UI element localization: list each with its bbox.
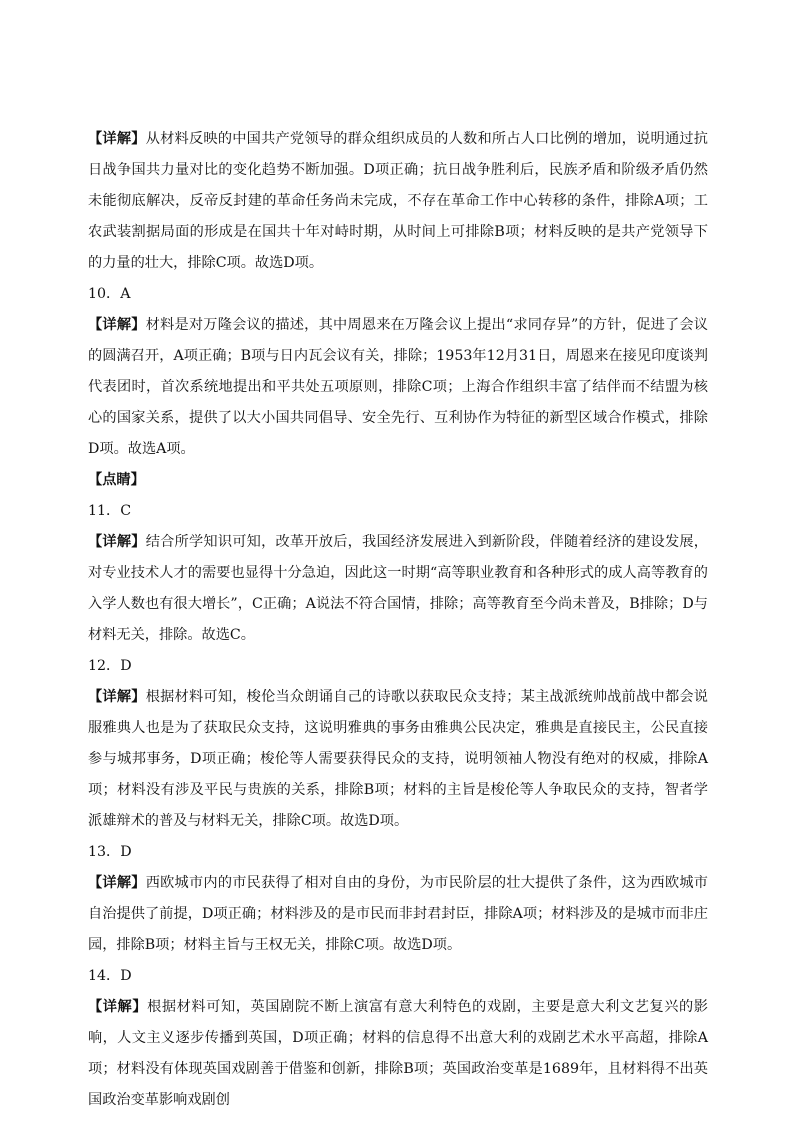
detail-tag: 【详解】 [88,689,146,705]
question-number-14: 14．D [88,968,132,984]
detail-tag: 【详解】 [88,131,146,147]
explanation-text: 西欧城市内的市民获得了相对自由的身份，为市民阶层的壮大提供了条件，这为西欧城市自治提供了前提，D项正确；材料涉及的是市民而非封君封臣，排除A项；材料涉及的是城市而非庄园，排除B项；材料主旨与王权无关，排除C项。故选D项。 [88,875,708,953]
detail-tag: 【详解】 [88,999,148,1015]
detail-tag: 【详解】 [88,534,146,550]
explanation-text: 根据材料可知，英国剧院不断上演富有意大利特色的戏剧，主要是意大利文艺复兴的影响，人文主义逐步传播到英国，D项正确；材料的信息得不出意大利的戏剧艺术水平高超，排除A项；材料没有体现英国戏剧善于借鉴和创新，排除B项；英国政治变革是1689年，且材料得不出英国政治变革影响戏剧创 [88,999,708,1108]
explanation-text: 从材料反映的中国共产党领导的群众组织成员的人数和所占人口比例的增加，说明通过抗日战争国共力量对比的变化趋势不断加强。D项正确；抗日战争胜利后，民族矛盾和阶级矛盾仍然未能彻底解决，反帝反封建的革命任务尚未完成，不存在革命工作中心转移的条件，排除A项；工农武装割据局面的形成是在国共十年对峙时期，从时间上可排除B项；材料反映的是共产党领导下的力量的壮大，排除C项。故选D项。 [88,131,708,271]
explanation-paragraph-13 [88,868,708,961]
question-number-12: 12．D [88,658,132,674]
explanation-paragraph-14 [88,992,708,1116]
answer-explanation-page [88,124,708,1116]
question-number-10: 10．A [88,286,131,302]
question-number-13: 13．D [88,844,132,860]
explanation-text: 材料是对万隆会议的描述，其中周恩来在万隆会议上提出“求同存异”的方针，促进了会议的圆满召开，A项正确；B项与日内瓦会议有关，排除；1953年12月31日，周恩来在接见印度谈判代表团时，首次系统地提出和平共处五项原则，排除C项；上海合作组织丰富了结伴而不结盟为核心的国家关系，提供了以大小国共同倡导、安全先行、互利协作为特征的新型区域合作模式，排除D项。故选A项。 [88,317,708,457]
question-number-11: 11．C [88,503,132,519]
explanation-paragraph-10 [88,310,708,465]
comment-paragraph-10 [88,465,708,496]
detail-tag: 【详解】 [88,317,146,333]
detail-tag: 【详解】 [88,875,146,891]
explanation-text: 结合所学知识可知，改革开放后，我国经济发展进入到新阶段，伴随着经济的建设发展，对专业技术人才的需要也显得十分急迫，因此这一时期“高等职业教育和各种形式的成人高等教育的入学人数也有很大增长”，C正确；A说法不符合国情，排除；高等教育至今尚未普及，B排除；D与材料无关，排除。故选C。 [88,534,708,643]
comment-tag: 【点睛】 [88,472,145,488]
explanation-paragraph-12 [88,682,708,837]
explanation-text: 根据材料可知，梭伦当众朗诵自己的诗歌以获取民众支持；某主战派统帅战前战中都会说服雅典人也是为了获取民众支持，这说明雅典的事务由雅典公民决定，雅典是直接民主，公民直接参与城邦事务，D项正确；梭伦等人需要获得民众的支持，说明领袖人物没有绝对的权威，排除A项；材料没有涉及平民与贵族的关系，排除B项；材料的主旨是梭伦等人争取民众的支持，智者学派雄辩术的普及与材料无关，排除C项。故选D项。 [88,689,708,829]
explanation-paragraph-11 [88,527,708,651]
explanation-paragraph-9 [88,124,708,279]
